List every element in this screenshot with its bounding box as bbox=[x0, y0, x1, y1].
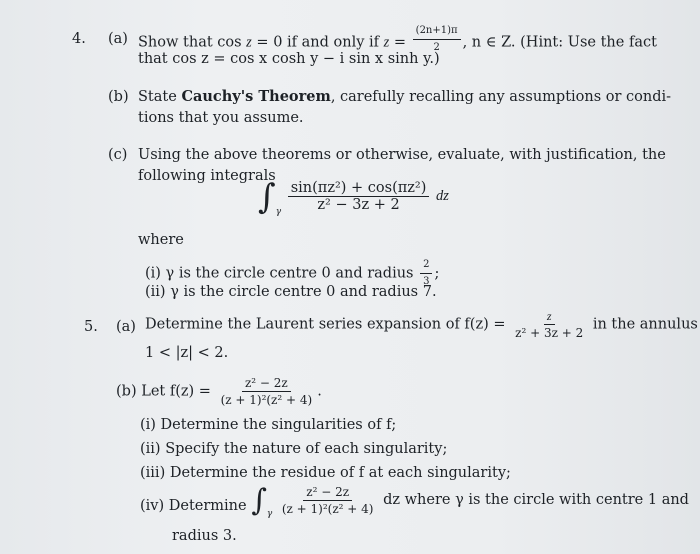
q5b-part-ii: (ii) Specify the nature of each singularity; bbox=[140, 441, 448, 457]
q4a-frac-den: 2 bbox=[433, 42, 440, 53]
q4c-i-frac-den: 3 bbox=[423, 276, 430, 287]
question-5-number: 5. bbox=[84, 319, 98, 335]
q4a-label: (a) bbox=[108, 31, 128, 47]
q5a-line1 bbox=[145, 309, 698, 340]
q5b-iv-fraction bbox=[279, 485, 377, 516]
q4c-label: (c) bbox=[108, 147, 128, 163]
q4a-var2: z bbox=[383, 34, 390, 51]
q5a-text: Determine the Laurent series expansion of f(z) = bbox=[145, 316, 506, 333]
q5b-part-i: (i) Determine the singularities of f; bbox=[140, 417, 397, 433]
q4a-text: Show that cos bbox=[138, 34, 242, 51]
q5a-line2: 1 < |z| < 2. bbox=[145, 345, 229, 361]
q5b-let: Let f(z) = bbox=[141, 383, 211, 400]
q5b-iv-den: (z + 1)²(z² + 4) bbox=[281, 501, 374, 516]
q4c-line1: Using the above theorems or otherwise, evaluate, with justification, the bbox=[138, 147, 666, 163]
q4b-post: , carefully recalling any assumptions or condi- bbox=[330, 89, 672, 105]
q4a-eq: = bbox=[389, 34, 411, 51]
q4c-where: where bbox=[138, 232, 184, 248]
q4b-line2: tions that you assume. bbox=[138, 110, 304, 126]
q4c-i-frac-num: 2 bbox=[420, 258, 432, 274]
question-4-number: 4. bbox=[72, 31, 86, 47]
q5b-iv-pre: (iv) Determine bbox=[140, 498, 247, 514]
q4b-label: (b) bbox=[108, 89, 129, 105]
q5b-dot: . bbox=[317, 383, 322, 400]
q5b-fraction bbox=[218, 376, 316, 407]
q5b-iv-line2: radius 3. bbox=[172, 528, 237, 544]
q4c-i-end: ; bbox=[434, 265, 440, 282]
q4c-integrand bbox=[288, 181, 430, 212]
q5a-fraction bbox=[512, 309, 586, 340]
q5a-after: in the annulus bbox=[592, 316, 698, 333]
q4a-after: , n ∈ Z. (Hint: Use the fact bbox=[462, 34, 657, 51]
q4c-part-ii: (ii) γ is the circle centre 0 and radius 7. bbox=[145, 284, 437, 300]
q5b-part-iv bbox=[140, 484, 689, 520]
q4c-integrand-num: sin(πz²) + cos(πz²) bbox=[288, 181, 430, 197]
q4c-i-text: (i) γ is the circle centre 0 and radius bbox=[145, 265, 414, 282]
q4a-frac-num: (2n+1)π bbox=[413, 24, 461, 40]
q5b-part-iii: (iii) Determine the residue of f at each singularity; bbox=[140, 465, 511, 481]
q5a-frac-den: z² + 3z + 2 bbox=[515, 326, 584, 340]
q4a-line2: that cos z = cos x cosh y − i sin x sinh y.) bbox=[138, 51, 440, 67]
q5b-iv-contour: γ bbox=[266, 509, 273, 519]
q5a-frac-num: z bbox=[544, 309, 555, 325]
q4b-pre: State bbox=[138, 89, 182, 105]
q4c-integrand-den: z² − 3z + 2 bbox=[317, 196, 400, 213]
q4a-text2: = 0 if and only if bbox=[251, 34, 384, 51]
q4c-integral bbox=[258, 177, 449, 224]
q5b-frac-num: z² − 2z bbox=[242, 376, 291, 392]
q5a-label: (a) bbox=[116, 319, 136, 335]
q4c-integral-contour: γ bbox=[275, 207, 282, 217]
integral-sign-2: ∫ bbox=[251, 483, 267, 518]
q4c-dz: dz bbox=[436, 188, 449, 204]
q5b-iv-num: z² − 2z bbox=[303, 485, 352, 501]
q5b-iv-post: dz where γ is the circle with centre 1 and bbox=[383, 492, 689, 508]
q4b-theorem-name: Cauchy's Theorem bbox=[181, 88, 331, 105]
q5b-frac-den: (z + 1)²(z² + 4) bbox=[220, 393, 313, 407]
q4a-var: z bbox=[246, 34, 252, 51]
q4c-line2: following integrals bbox=[138, 168, 276, 184]
integral-sign: ∫ bbox=[258, 177, 276, 217]
q5b-line1 bbox=[116, 376, 322, 407]
q5b-label: (b) bbox=[116, 383, 137, 400]
q4b-line1 bbox=[138, 88, 671, 106]
